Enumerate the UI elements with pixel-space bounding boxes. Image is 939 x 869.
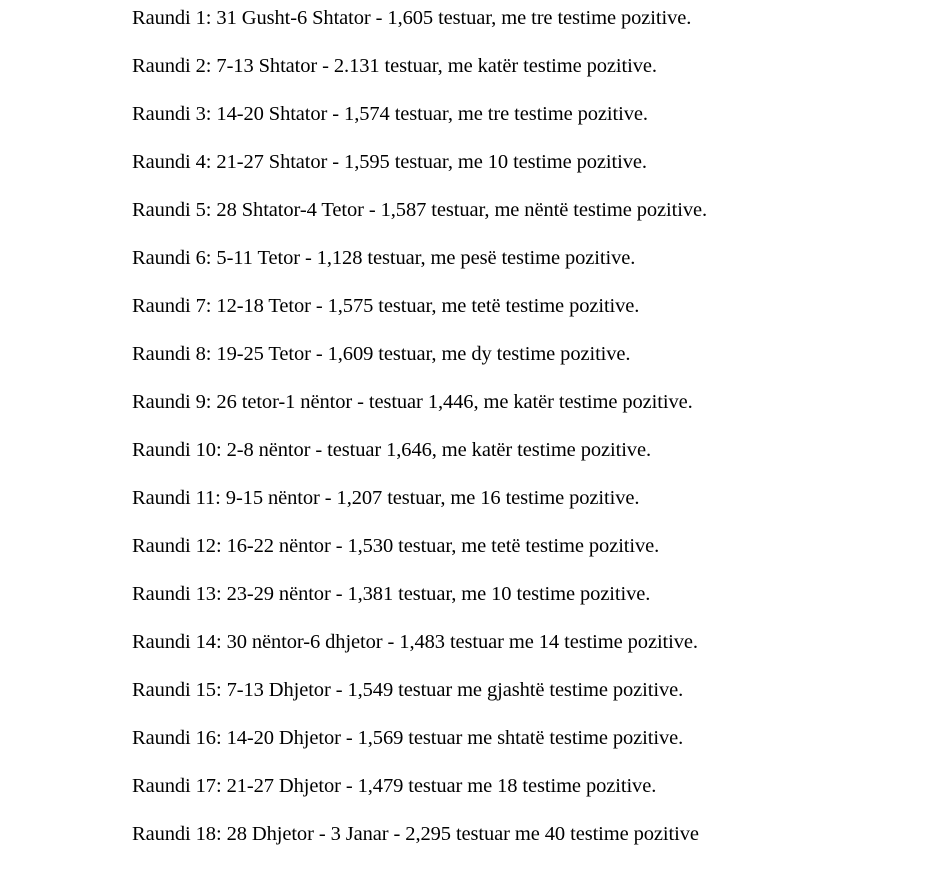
round-line-14: Raundi 14: 30 nëntor-6 dhjetor - 1,483 testuar me 14 testime pozitive. bbox=[132, 631, 698, 653]
round-line-17: Raundi 17: 21-27 Dhjetor - 1,479 testuar me 18 testime pozitive. bbox=[132, 775, 657, 797]
round-line-6: Raundi 6: 5-11 Tetor - 1,128 testuar, me pesë testime pozitive. bbox=[132, 247, 636, 269]
round-line-13: Raundi 13: 23-29 nëntor - 1,381 testuar, me 10 testime pozitive. bbox=[132, 583, 651, 605]
round-line-1: Raundi 1: 31 Gusht-6 Shtator - 1,605 testuar, me tre testime pozitive. bbox=[132, 7, 692, 29]
round-line-15: Raundi 15: 7-13 Dhjetor - 1,549 testuar me gjashtë testime pozitive. bbox=[132, 679, 684, 701]
round-line-3: Raundi 3: 14-20 Shtator - 1,574 testuar, me tre testime pozitive. bbox=[132, 103, 648, 125]
round-line-16: Raundi 16: 14-20 Dhjetor - 1,569 testuar me shtatë testime pozitive. bbox=[132, 727, 684, 749]
round-line-10: Raundi 10: 2-8 nëntor - testuar 1,646, me katër testime pozitive. bbox=[132, 439, 651, 461]
round-line-5: Raundi 5: 28 Shtator-4 Tetor - 1,587 testuar, me nëntë testime pozitive. bbox=[132, 199, 708, 221]
round-line-12: Raundi 12: 16-22 nëntor - 1,530 testuar, me tetë testime pozitive. bbox=[132, 535, 660, 557]
round-line-18: Raundi 18: 28 Dhjetor - 3 Janar - 2,295 testuar me 40 testime pozitive bbox=[132, 823, 699, 845]
round-line-8: Raundi 8: 19-25 Tetor - 1,609 testuar, me dy testime pozitive. bbox=[132, 343, 631, 365]
round-line-4: Raundi 4: 21-27 Shtator - 1,595 testuar, me 10 testime pozitive. bbox=[132, 151, 647, 173]
round-line-9: Raundi 9: 26 tetor-1 nëntor - testuar 1,446, me katër testime pozitive. bbox=[132, 391, 693, 413]
round-line-2: Raundi 2: 7-13 Shtator - 2.131 testuar, me katër testime pozitive. bbox=[132, 55, 657, 77]
round-line-7: Raundi 7: 12-18 Tetor - 1,575 testuar, me tetë testime pozitive. bbox=[132, 295, 640, 317]
round-line-11: Raundi 11: 9-15 nëntor - 1,207 testuar, me 16 testime pozitive. bbox=[132, 487, 640, 509]
testing-rounds-list bbox=[132, 5, 932, 869]
